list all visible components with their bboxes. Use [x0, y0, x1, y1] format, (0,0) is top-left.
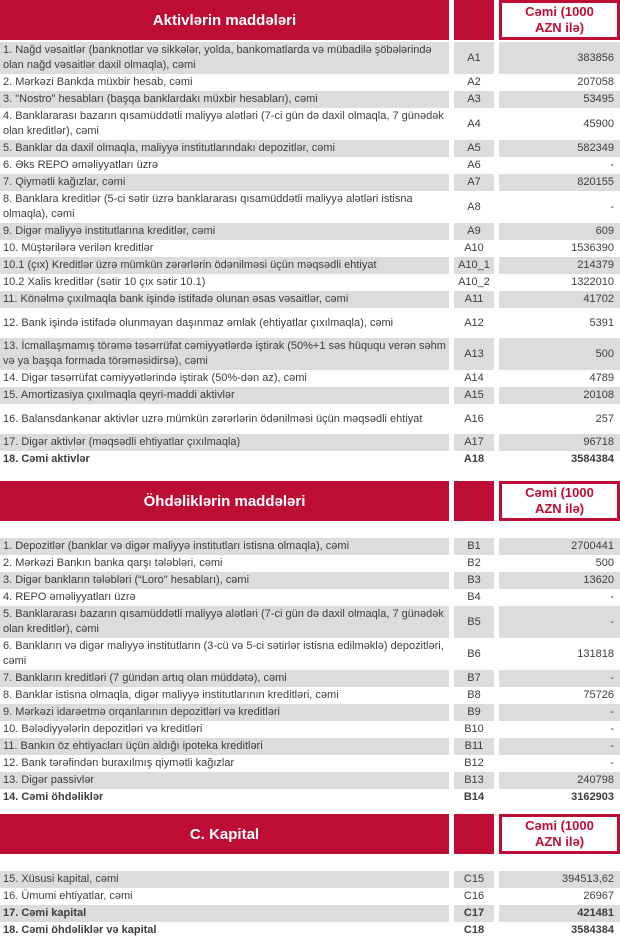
- row-code: A16: [464, 412, 484, 425]
- row-label: 18. Cəmi aktivlər: [3, 453, 90, 465]
- table-row: [0, 42, 620, 74]
- row-label: 7. Qiymətli kağızlar, cəmi: [0, 174, 449, 191]
- code-column-header: [454, 0, 494, 40]
- row-code: B8: [467, 689, 481, 701]
- row-code: B13: [454, 772, 494, 789]
- table-row: [0, 638, 620, 670]
- row-value: 240798: [499, 772, 620, 789]
- row-label: 10. Müştərilərə verilən kreditlər: [3, 242, 154, 254]
- row-code: A18: [463, 453, 485, 465]
- row-label: 1. Depozitlər (banklar və digər maliyyə institutları istisna olmaqla), cəmi: [0, 538, 449, 555]
- row-value: 41702: [499, 291, 620, 308]
- row-label: 6. Əks REPO əməliyyatları üzrə: [3, 159, 158, 171]
- row-label: 6. Bankların və digər maliyyə institutların (3-cü və 5-ci sətirlər istisna edilməklə) depozitləri, cəmi: [3, 640, 444, 667]
- row-label: 3. Digər bankların tələbləri (“Loro" hesabları), cəmi: [0, 572, 449, 589]
- row-label: 16. Ümumi ehtiyatlar, cəmi: [3, 890, 133, 902]
- table-row: [0, 755, 620, 772]
- row-code: C15: [454, 871, 494, 888]
- liabilities-rows: [0, 538, 620, 806]
- row-value: -: [499, 670, 620, 687]
- table-row: [0, 140, 620, 157]
- row-value: 3162903: [571, 791, 614, 803]
- row-code: B14: [463, 791, 485, 803]
- row-code: B12: [464, 757, 484, 769]
- row-label: 15. Amortizasiya çıxılmaqla qeyri-maddi aktivlər: [0, 387, 449, 404]
- table-row: [0, 157, 620, 174]
- capital-rows: [0, 871, 620, 939]
- row-code: A6: [467, 159, 481, 171]
- table-row: [0, 257, 620, 274]
- row-code: A3: [454, 91, 494, 108]
- section-title: C. Kapital: [0, 814, 449, 854]
- row-value: -: [610, 200, 614, 213]
- table-row: [0, 589, 620, 606]
- row-label: 7. Bankların kreditləri (7 gündən artıq olan müddətə), cəmi: [0, 670, 449, 687]
- row-value: 26967: [583, 890, 614, 902]
- row-label: 8. Banklara kreditlər (5-ci sətir üzrə banklararası qısamüddətli maliyyə alətləri istisna olmaqla), cəmi: [3, 193, 413, 220]
- row-code: A4: [467, 117, 481, 130]
- unit-header: Cəmi (1000 AZN ilə): [499, 0, 620, 40]
- row-code: B2: [467, 557, 481, 569]
- section-capital: [0, 814, 620, 939]
- table-row: [0, 606, 620, 638]
- row-code: B1: [454, 538, 494, 555]
- row-value: -: [610, 757, 614, 769]
- row-value: 394513,62: [499, 871, 620, 888]
- row-label: 17. Cəmi kapital: [0, 905, 449, 922]
- table-row: [0, 670, 620, 687]
- row-value: 421481: [499, 905, 620, 922]
- row-label: 18. Cəmi öhdəliklər və kapital: [3, 924, 157, 936]
- section-title: Aktivlərin maddələri: [0, 0, 449, 40]
- row-value: 500: [595, 557, 614, 569]
- row-value: 500: [499, 338, 620, 370]
- row-value: 13620: [499, 572, 620, 589]
- row-label: 3. "Nostro" hesabları (başqa banklardakı müxbir hesabları), cəmi: [0, 91, 449, 108]
- table-row: [0, 888, 620, 905]
- row-label: 13. İcmallaşmamış törəmə təsərrüfat cəmiyyətlərdə iştirak (50%+1 səs hüququ verən səhm və ya başqa formada törəməsidirsə), cəmi: [0, 338, 449, 370]
- code-column-header: [454, 481, 494, 521]
- table-row: [0, 451, 620, 468]
- assets-rows: [0, 42, 620, 468]
- row-code: A17: [454, 434, 494, 451]
- row-code: A10_2: [458, 276, 490, 288]
- row-value: -: [499, 606, 620, 638]
- row-value: 214379: [499, 257, 620, 274]
- row-value: 20108: [499, 387, 620, 404]
- table-row: [0, 240, 620, 257]
- row-value: 1322010: [571, 276, 614, 288]
- row-label: 12. Bank tərəfindən buraxılmış qiymətli kağızlar: [3, 757, 235, 769]
- row-label: 2. Mərkəzi Bankda müxbir hesab, cəmi: [3, 76, 193, 88]
- unit-header: Cəmi (1000 AZN ilə): [499, 814, 620, 854]
- row-label: 12. Bank işində istifadə olunmayan daşınmaz əmlak (ehtiyatlar çıxılmaqla), cəmi: [3, 316, 394, 329]
- section-header: [0, 481, 620, 521]
- row-code: A1: [454, 42, 494, 74]
- row-label: 14. Cəmi öhdəliklər: [3, 791, 104, 803]
- table-row: [0, 108, 620, 140]
- row-code: C16: [463, 890, 485, 902]
- row-code: A15: [454, 387, 494, 404]
- row-label: 11. Bankın öz ehtiyacları üçün aldığı ipoteka kreditləri: [0, 738, 449, 755]
- code-column-header: [454, 814, 494, 854]
- row-label: 17. Digər aktivlər (məqsədli ehtiyatlar çıxılmaqla): [0, 434, 449, 451]
- row-value: 4789: [589, 372, 614, 384]
- row-code: C17: [454, 905, 494, 922]
- row-value: 2700441: [499, 538, 620, 555]
- table-row: [0, 538, 620, 555]
- row-label: 2. Mərkəzi Bankın banka qarşı tələbləri, cəmi: [3, 557, 223, 569]
- row-value: 1536390: [571, 242, 614, 254]
- table-row: [0, 905, 620, 922]
- row-code: A13: [454, 338, 494, 370]
- row-code: B3: [454, 572, 494, 589]
- table-row: [0, 871, 620, 888]
- row-value: 207058: [577, 76, 614, 88]
- table-row: [0, 721, 620, 738]
- row-value: 131818: [577, 647, 614, 660]
- table-row: [0, 772, 620, 789]
- table-row: [0, 338, 620, 370]
- row-code: A8: [467, 200, 481, 213]
- row-label: 14. Digər təsərrüfat cəmiyyətlərində iştirak (50%-dən az), cəmi: [3, 372, 307, 384]
- row-value: -: [610, 723, 614, 735]
- row-label: 13. Digər passivlər: [0, 772, 449, 789]
- row-label: 11. Könəlmə çıxılmaqla bank işində istifadə olunan əsas vəsaitlər, cəmi: [0, 291, 449, 308]
- row-label: 16. Balansdankənar aktivlər uzrə mümkün zərərlərin ödənilməsi üçün məqsədli ehtiyat: [3, 412, 423, 425]
- row-value: 582349: [499, 140, 620, 157]
- table-row: [0, 274, 620, 291]
- row-value: 75726: [583, 689, 614, 701]
- row-code: B6: [467, 647, 481, 660]
- section-title: Öhdəliklərin maddələri: [0, 481, 449, 521]
- row-value: -: [499, 704, 620, 721]
- row-value: 257: [595, 412, 614, 425]
- row-value: -: [610, 159, 614, 171]
- section-header: [0, 0, 620, 40]
- row-value: -: [610, 591, 614, 603]
- section-assets: [0, 0, 620, 468]
- row-value: 5391: [589, 316, 614, 329]
- row-code: A10: [464, 242, 484, 254]
- row-value: 3584384: [571, 453, 614, 465]
- row-label: 8. Banklar istisna olmaqla, digər maliyyə institutlarının kreditləri, cəmi: [3, 689, 339, 701]
- table-row: [0, 308, 620, 338]
- row-code: B5: [454, 606, 494, 638]
- table-row: [0, 191, 620, 223]
- table-row: [0, 291, 620, 308]
- table-row: [0, 74, 620, 91]
- row-code: B10: [464, 723, 484, 735]
- row-code: B9: [454, 704, 494, 721]
- row-code: B4: [467, 591, 481, 603]
- table-row: [0, 223, 620, 240]
- table-row: [0, 704, 620, 721]
- table-row: [0, 555, 620, 572]
- row-value: 820155: [499, 174, 620, 191]
- row-value: 3584384: [571, 924, 614, 936]
- row-code: A14: [464, 372, 484, 384]
- row-code: B7: [454, 670, 494, 687]
- table-row: [0, 789, 620, 806]
- row-code: A2: [467, 76, 481, 88]
- table-row: [0, 572, 620, 589]
- row-code: B11: [454, 738, 494, 755]
- row-code: A10_1: [454, 257, 494, 274]
- row-label: 15. Xüsusi kapital, cəmi: [0, 871, 449, 888]
- row-code: A12: [464, 316, 484, 329]
- table-row: [0, 174, 620, 191]
- row-label: 4. REPO əməliyyatları üzrə: [3, 591, 136, 603]
- row-value: 383856: [499, 42, 620, 74]
- unit-header: Cəmi (1000 AZN ilə): [499, 481, 620, 521]
- row-code: A5: [454, 140, 494, 157]
- row-value: 45900: [583, 117, 614, 130]
- row-label: 5. Banklararası bazarın qısamüddətli maliyyə alətləri (7-ci gün də daxil olmaqla, 7 günədək olan kreditlər), cəmi: [0, 606, 449, 638]
- table-row: [0, 91, 620, 108]
- row-value: 53495: [499, 91, 620, 108]
- row-code: C18: [463, 924, 485, 936]
- row-value: -: [499, 738, 620, 755]
- table-row: [0, 370, 620, 387]
- table-row: [0, 738, 620, 755]
- table-row: [0, 434, 620, 451]
- table-row: [0, 387, 620, 404]
- row-label: 1. Nağd vəsaitlər (banknotlar və sikkələr, yolda, bankomatlarda və mübadilə şöbələrində olan nağd vəsaitlər daxil olmaqla), cəmi: [0, 42, 449, 74]
- table-row: [0, 922, 620, 939]
- row-code: A11: [454, 291, 494, 308]
- row-code: A9: [454, 223, 494, 240]
- row-label: 10.1 (çıx) Kreditlər üzrə mümkün zərərlərin ödənilməsi üçün məqsədli ehtiyat: [0, 257, 449, 274]
- row-label: 5. Banklar da daxil olmaqla, maliyyə institutlarındakı depozitlər, cəmi: [0, 140, 449, 157]
- row-value: 609: [499, 223, 620, 240]
- row-value: 96718: [499, 434, 620, 451]
- table-row: [0, 687, 620, 704]
- row-label: 9. Mərkəzi idarəetmə orqanlarının depozitləri və kreditləri: [0, 704, 449, 721]
- section-header: [0, 814, 620, 854]
- row-label: 10. Bələdiyyələrin depozitləri və kreditləri: [3, 723, 203, 735]
- section-liabilities: [0, 481, 620, 806]
- row-code: A7: [454, 174, 494, 191]
- table-row: [0, 404, 620, 434]
- row-label: 4. Banklararası bazarın qısamüddətli maliyyə alətləri (7-ci gün də daxil olmaqla, 7 günədək olan kreditlər), cəmi: [3, 110, 444, 137]
- row-label: 10.2 Xalis kreditlər (sətir 10 çıx sətir 10.1): [3, 276, 206, 288]
- row-label: 9. Digər maliyyə institutlarına kreditlər, cəmi: [0, 223, 449, 240]
